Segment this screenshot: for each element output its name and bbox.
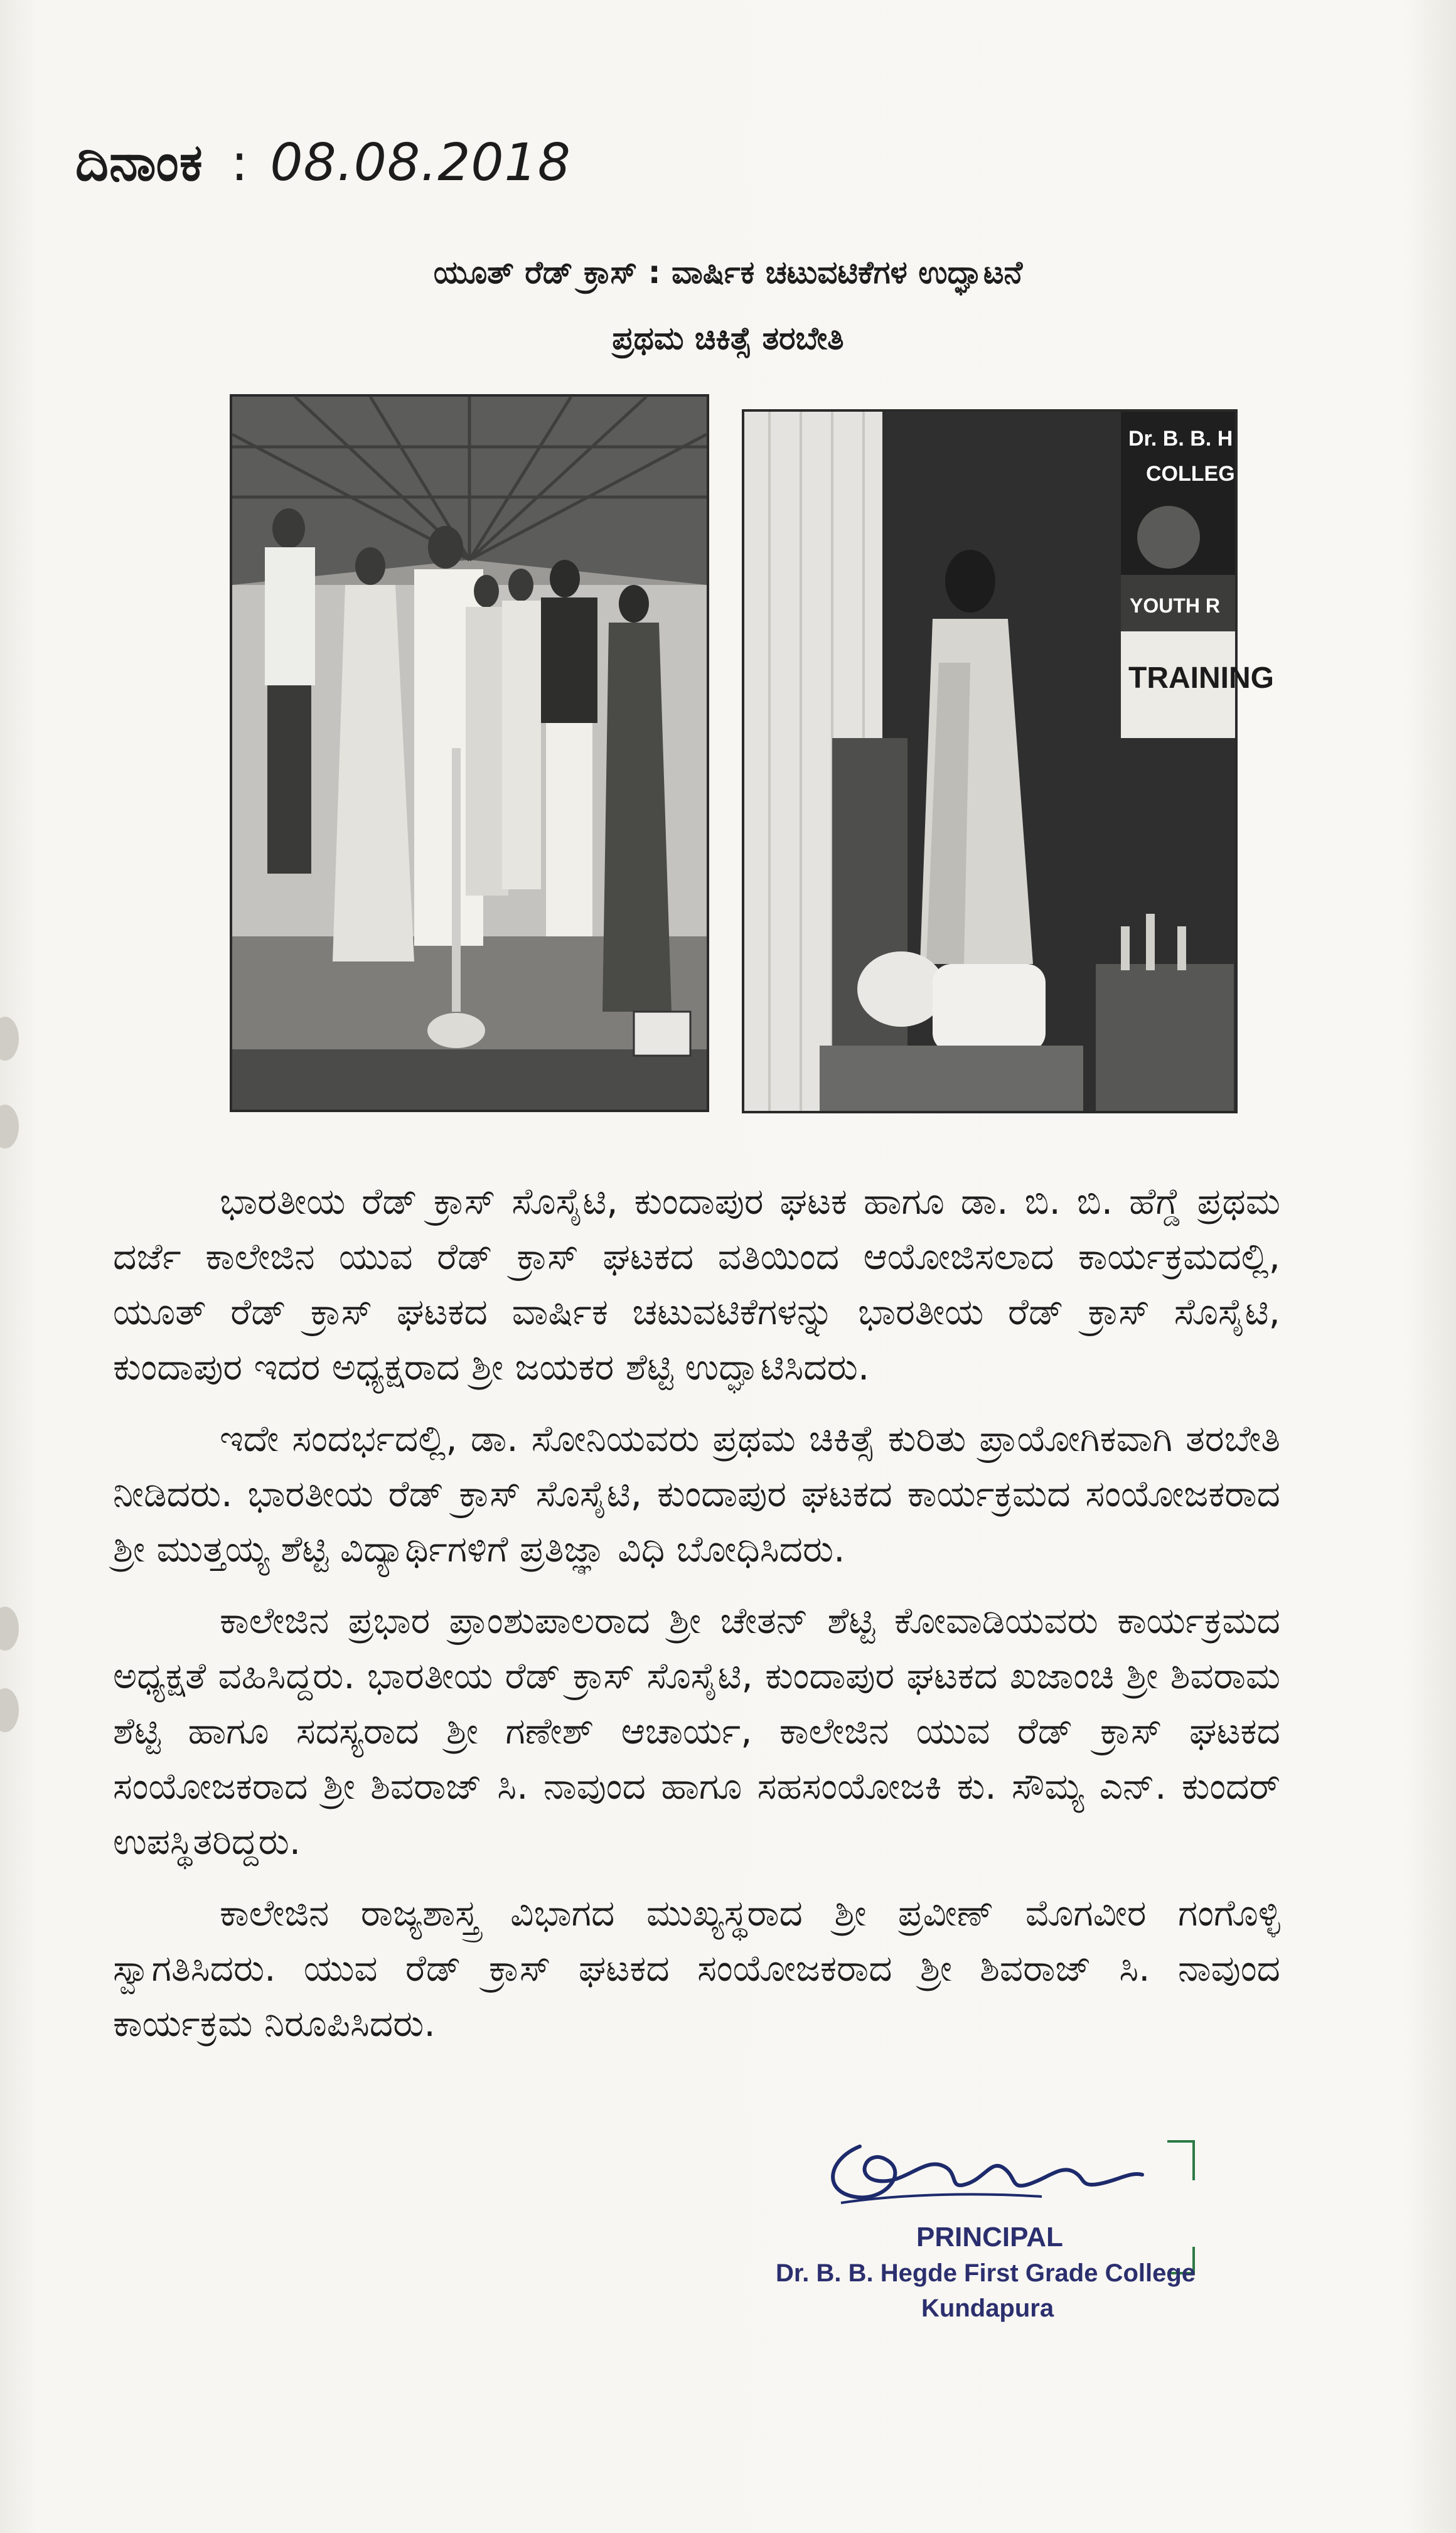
banner-text-line2: COLLEG	[1146, 462, 1235, 486]
article-paragraph-1: ಭಾರತೀಯ ರೆಡ್ ಕ್ರಾಸ್ ಸೊಸೈಟಿ, ಕುಂದಾಪುರ ಘಟಕ ಹಾಗೂ ಡಾ. ಬಿ. ಬಿ. ಹೆಗ್ಡೆ ಪ್ರಥಮ ದರ್ಜೆ ಕಾಲೇಜಿನ ಯುವ ರೆಡ್ ಕ್ರಾಸ್ ಘಟಕದ ವತಿಯಿಂದ ಆಯೋಜಿಸಲಾದ ಕಾರ್ಯಕ್ರಮದಲ್ಲಿ, ಯೂತ್ ರೆಡ್ ಕ್ರಾಸ್ ಘಟಕದ ವಾರ್ಷಿಕ ಚಟುವಟಿಕೆಗಳನ್ನು ಭಾರತೀಯ ರೆಡ್ ಕ್ರಾಸ್ ಸೊಸೈಟಿ, ಕುಂದಾಪುರ ಇದರ ಅಧ್ಯಕ್ಷರಾದ ಶ್ರೀ ಜಯಕರ ಶೆಟ್ಟಿ ಉದ್ಘಾಟಿಸಿದರು.	[113, 1180, 1280, 1388]
article-paragraph-3: ಕಾಲೇಜಿನ ಪ್ರಭಾರ ಪ್ರಾಂಶುಪಾಲರಾದ ಶ್ರೀ ಚೇತನ್ ಶೆಟ್ಟಿ ಕೋವಾಡಿಯವರು ಕಾರ್ಯಕ್ರಮದ ಅಧ್ಯಕ್ಷತೆ ವಹಿಸಿದ್ದರು. ಭಾರತೀಯ ರೆಡ್ ಕ್ರಾಸ್ ಸೊಸೈಟಿ, ಕುಂದಾಪುರ ಘಟಕದ ಖಜಾಂಚಿ ಶ್ರೀ ಶಿವರಾಮ ಶೆಟ್ಟಿ ಹಾಗೂ ಸದಸ್ಯರಾದ ಶ್ರೀ ಗಣೇಶ್ ಆಚಾರ್ಯ, ಕಾಲೇಜಿನ ಯುವ ರೆಡ್ ಕ್ರಾಸ್ ಘಟಕದ ಸಂಯೋಜಕರಾದ ಶ್ರೀ ಶಿವರಾಜ್ ಸಿ. ನಾವುಂದ ಹಾಗೂ ಸಹಸಂಯೋಜಕಿ ಕು. ಸೌಮ್ಯ ಎನ್. ಕುಂದರ್ ಉಪಸ್ಥಿತರಿದ್ದರು.	[113, 1599, 1280, 1863]
date-line	[75, 133, 571, 193]
punch-hole	[0, 1607, 19, 1651]
punch-hole	[0, 1105, 19, 1149]
stamp-college-name: Dr. B. B. Hegde First Grade College	[776, 2259, 1196, 2287]
date-label: ದಿನಾಂಕ	[75, 133, 203, 193]
article-paragraph-2: ಇದೇ ಸಂದರ್ಭದಲ್ಲಿ, ಡಾ. ಸೋನಿಯವರು ಪ್ರಥಮ ಚಿಕಿತ್ಸೆ ಕುರಿತು ಪ್ರಾಯೋಗಿಕವಾಗಿ ತರಬೇತಿ ನೀಡಿದರು. ಭಾರತೀಯ ರೆಡ್ ಕ್ರಾಸ್ ಸೊಸೈಟಿ, ಕುಂದಾಪುರ ಘಟಕದ ಕಾರ್ಯಕ್ರಮದ ಸಂಯೋಜಕರಾದ ಶ್ರೀ ಮುತ್ತಯ್ಯ ಶೆಟ್ಟಿ ವಿದ್ಯಾರ್ಥಿಗಳಿಗೆ ಪ್ರತಿಜ್ಞಾ ವಿಧಿ ಬೋಧಿಸಿದರು.	[113, 1417, 1280, 1570]
event-photo-inauguration	[230, 394, 709, 1112]
banner-text-line3: YOUTH R	[1130, 594, 1220, 617]
article-paragraph-4: ಕಾಲೇಜಿನ ರಾಜ್ಯಶಾಸ್ತ್ರ ವಿಭಾಗದ ಮುಖ್ಯಸ್ಥರಾದ ಶ್ರೀ ಪ್ರವೀಣ್ ಮೊಗವೀರ ಗಂಗೊಳ್ಳಿ ಸ್ವಾಗತಿಸಿದರು. ಯುವ ರೆಡ್ ಕ್ರಾಸ್ ಘಟಕದ ಸಂಯೋಜಕರಾದ ಶ್ರೀ ಶಿವರಾಜ್ ಸಿ. ನಾವುಂದ ಕಾರ್ಯಕ್ರಮ ನಿರೂಪಿಸಿದರು.	[113, 1892, 1280, 2045]
banner-text-line4: TRAINING	[1128, 661, 1274, 695]
inauguration-photo-illustration	[232, 397, 707, 1110]
training-photo-illustration	[744, 412, 1274, 1111]
punch-hole	[0, 1017, 19, 1061]
principal-signature	[816, 2121, 1192, 2215]
date-separator: :	[230, 133, 249, 193]
stamp-place: Kundapura	[921, 2295, 1054, 2322]
banner-text-line1: Dr. B. B. H	[1128, 427, 1233, 451]
page-title: ಯೂತ್ ರೆಡ್ ಕ್ರಾಸ್ : ವಾರ್ಷಿಕ ಚಟುವಟಿಕೆಗಳ ಉದ್ಘಾಟನೆ	[433, 254, 1023, 291]
date-value: 08.08.2018	[270, 133, 571, 193]
stamp-title: PRINCIPAL	[916, 2222, 1063, 2252]
page-subtitle: ಪ್ರಥಮ ಚಿಕಿತ್ಸೆ ತರಬೇತಿ	[612, 320, 844, 356]
event-photo-first-aid-training	[742, 409, 1274, 1113]
punch-hole	[0, 1688, 19, 1732]
article-body	[113, 1174, 1280, 2067]
